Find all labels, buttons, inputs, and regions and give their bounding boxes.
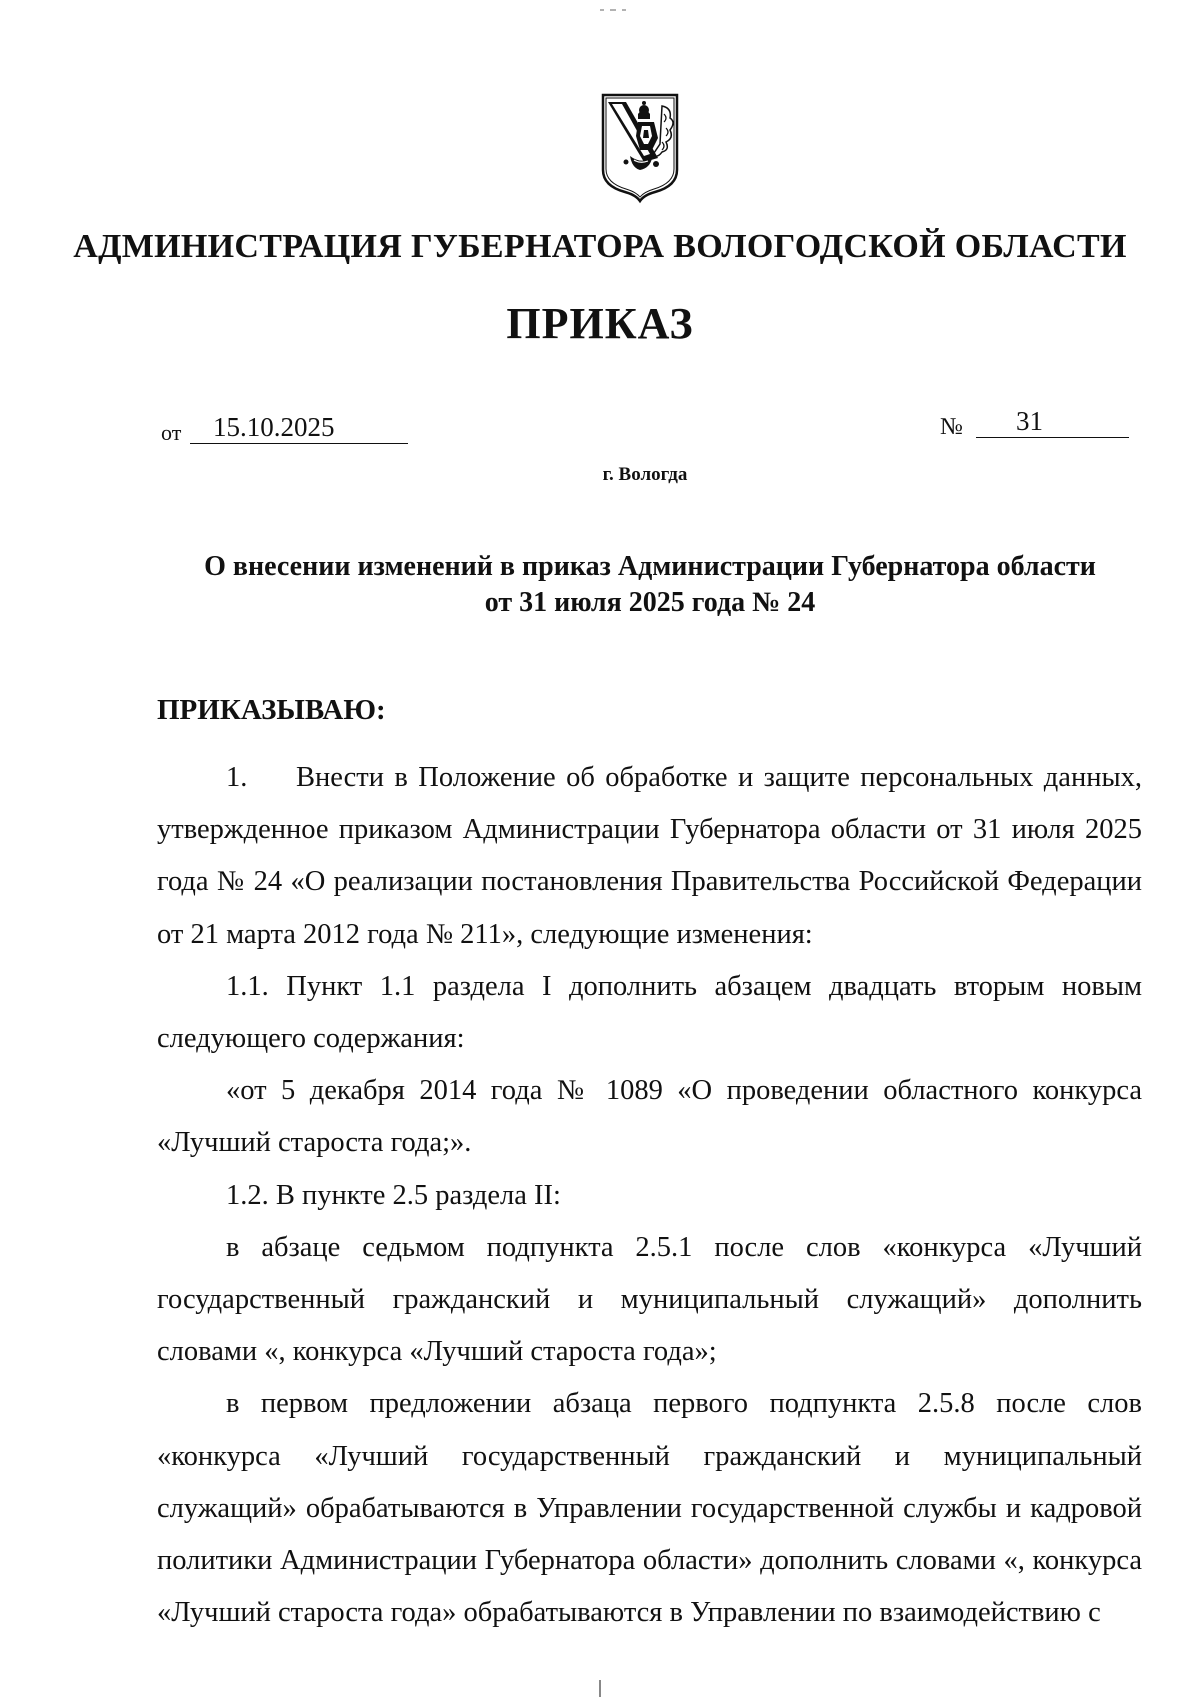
paragraph-item-1 (157, 752, 1142, 961)
city-name: г. Вологда (602, 464, 688, 485)
document-subject (140, 549, 1160, 621)
scan-mark-bottom (599, 1680, 601, 1697)
document-body (157, 752, 1142, 1639)
subject-line-2: от 31 июля 2025 года № 24 (484, 587, 816, 618)
paragraph-item-1-1: 1.1. Пункт 1.1 раздела I дополнить абзацем двадцать вторым новым следующего содержания: (157, 970, 1142, 1055)
coat-of-arms-emblem (600, 92, 680, 204)
number-value: 31 (976, 405, 1129, 438)
paragraph-item-1-1-quote: «от 5 декабря 2014 года № 1089 «О проведении областного конкурса «Лучший староста года;». (157, 1075, 1142, 1159)
paragraph-item-1-2: 1.2. В пункте 2.5 раздела II: (226, 1179, 561, 1211)
date-label: от (161, 420, 182, 445)
number-label: № (940, 414, 963, 440)
paragraph-item-1-2-b: в первом предложении абзаца первого подпункта 2.5.8 после слов «конкурса «Лучший государственный гражданский и муниципальный служащий» обрабатываются в Управлении государственной службы и кадровой политики Администрации Губернатора области» дополнить словами «, конкурса «Лучший староста года» обрабатываются в Управлении по взаимодействию с (157, 1388, 1142, 1629)
scan-mark (598, 0, 628, 4)
paragraph-item-1-2-a: в абзаце седьмом подпункта 2.5.1 после слов «конкурса «Лучший государственный гражданский и муниципальный служащий» дополнить словами «, конкурса «Лучший староста года»; (157, 1231, 1142, 1368)
order-verb: ПРИКАЗЫВАЮ: (157, 694, 386, 726)
date-value: 15.10.2025 (190, 411, 408, 444)
document-type-title: ПРИКАЗ (506, 299, 694, 348)
organization-title: АДМИНИСТРАЦИЯ ГУБЕРНАТОРА ВОЛОГОДСКОЙ ОБЛАСТИ (73, 228, 1127, 265)
subject-line-1: О внесении изменений в приказ Администрации Губернатора области (204, 551, 1096, 582)
item-1-text: Внести в Положение об обработке и защите персональных данных, утвержденное приказом Администрации Губернатора области от 31 июля 2025 года № 24 «О реализации постановления Правительства Российской Федерации от 21 марта 2012 года № 211», следующие изменения: (157, 762, 1142, 950)
item-1-number: 1. (226, 762, 248, 793)
